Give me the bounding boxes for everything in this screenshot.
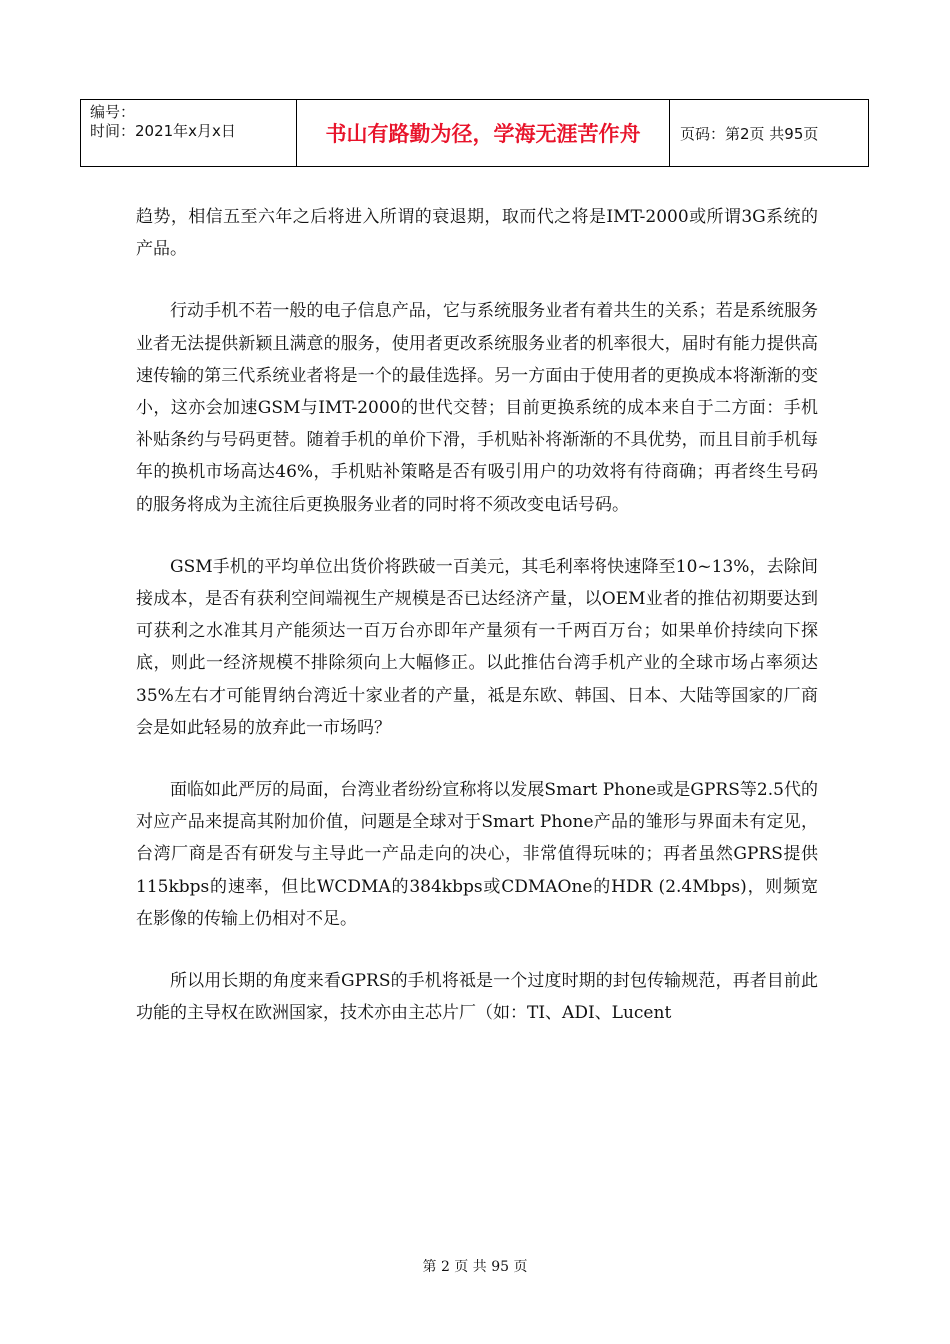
document-header xyxy=(80,99,869,167)
body-paragraph: 面临如此严厉的局面，台湾业者纷纷宣称将以发展Smart Phone或是GPRS等2.5代的对应产品来提高其附加价值，问题是全球对于Smart Phone产品的雏形与界面未有定见，台湾厂商是否有研发与主导此一产品走向的决心，非常值得玩味的；再者虽然GPRS提供115kbps的速率，但比WCDMA的384kbps或CDMAOne的HDR (2.4Mbps)，则频宽在影像的传输上仍相对不足。 xyxy=(136,780,818,929)
page-footer: 第 2 页 共 95 页 xyxy=(422,1259,528,1275)
body-paragraph: GSM手机的平均单位出货价将跌破一百美元，其毛利率将快速降至10~13%，去除间接成本，是否有获利空间端视生产规模是否已达经济产量，以OEM业者的推估初期要达到可获利之水准其月产能须达一百万台亦即年产量须有一千两百万台；如果单价持续向下探底，则此一经济规模不排除须向上大幅修正。以此推估台湾手机产业的全球市场占率须达35%左右才可能胃纳台湾近十家业者的产量，祗是东欧、韩国、日本、大陆等国家的厂商会是如此轻易的放弃此一市场吗？ xyxy=(136,556,818,738)
header-info-cell xyxy=(81,100,297,167)
document-body xyxy=(136,201,818,1059)
body-paragraph: 行动手机不若一般的电子信息产品，它与系统服务业者有着共生的关系；若是系统服务业者无法提供新颖且满意的服务，使用者更改系统服务业者的机率很大，届时有能力提供高速传输的第三代系统业者将是一个的最佳选择。另一方面由于使用者的更换成本将渐渐的变小，这亦会加速GSM与IMT-2000的世代交替；目前更换系统的成本来自于二方面：手机补贴条约与号码更替。随着手机的单价下滑，手机贴补将渐渐的不具优势，而且目前手机每年的换机市场高达46%，手机贴补策略是否有吸引用户的功效将有待商确；再者终生号码的服务将成为主流往后更换服务业者的同时将不须改变电话号码。 xyxy=(136,301,818,515)
header-page-label: 页码：第2页 共95页 xyxy=(670,100,869,167)
body-paragraph: 趋势，相信五至六年之后将进入所谓的衰退期，取而代之将是IMT-2000或所谓3G系统的产品。 xyxy=(136,207,818,260)
body-paragraph: 所以用长期的角度来看GPRS的手机将祗是一个过度时期的封包传输规范，再者目前此功能的主导权在欧洲国家，技术亦由主芯片厂（如：TI、ADI、Lucent xyxy=(136,971,818,1024)
document-code-label: 编号： xyxy=(90,103,136,121)
header-motto: 书山有路勤为径，学海无涯苦作舟 xyxy=(297,100,670,167)
document-date-label: 时间：2021年x月x日 xyxy=(90,122,236,140)
